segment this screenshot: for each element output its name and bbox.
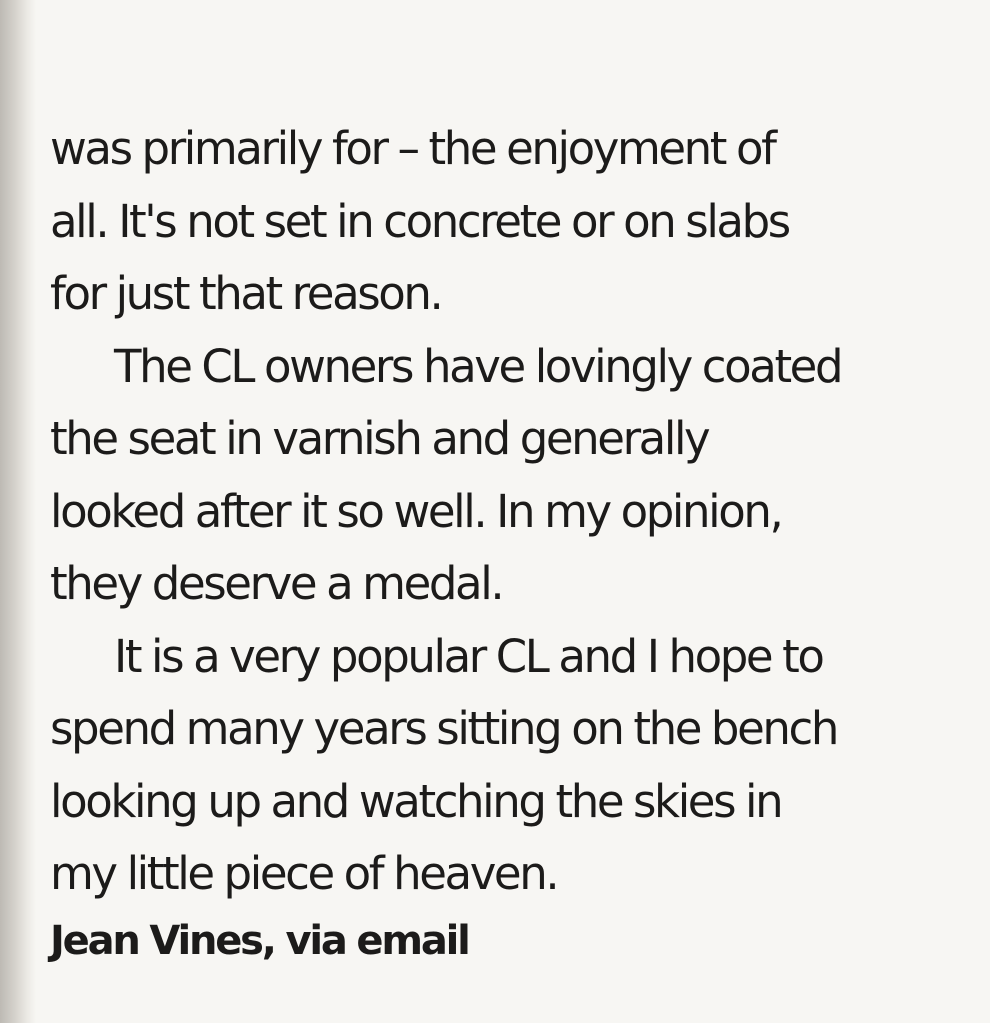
paragraph-2 xyxy=(50,331,970,621)
text-line: for just that reason. xyxy=(50,267,442,320)
text-line: my little piece of heaven. xyxy=(50,847,558,900)
text-line: looked after it so well. In my opinion, xyxy=(50,484,782,538)
text-line: was primarily for – the enjoyment of xyxy=(50,122,775,175)
paragraph-3 xyxy=(50,621,970,911)
letter-article xyxy=(50,113,970,971)
text-line: It is a very popular CL and I hope to xyxy=(114,629,823,683)
text-line: The CL owners have lovingly coated xyxy=(114,339,842,393)
text-line: they deserve a medal. xyxy=(50,557,503,610)
author-signature: Jean Vines, via email xyxy=(50,917,469,964)
text-line: all. It's not set in concrete or on slabs xyxy=(50,194,789,248)
text-line: spend many years sitting on the bench xyxy=(50,702,837,755)
text-line: looking up and watching the skies in xyxy=(50,774,782,828)
page-gutter-shadow xyxy=(0,0,36,1023)
text-line: the seat in varnish and generally xyxy=(50,412,709,465)
paragraph-1 xyxy=(50,113,970,331)
